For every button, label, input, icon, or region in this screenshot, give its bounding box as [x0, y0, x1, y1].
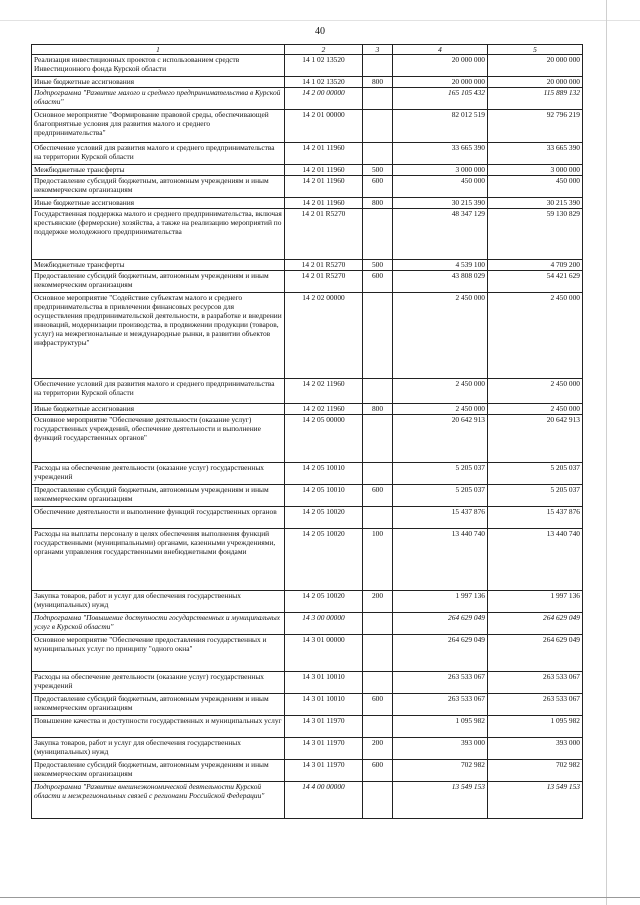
amount-year1-cell: 165 105 432: [393, 88, 488, 110]
table-row: [32, 209, 583, 260]
row-name-cell: Предоставление субсидий бюджетным, автономным учреждениям и иным некоммерческим организациям: [32, 176, 285, 198]
amount-year1-cell: 13 549 153: [393, 782, 488, 819]
table-row: [32, 716, 583, 738]
row-name-cell: Расходы на выплаты персоналу в целях обеспечения выполнения функций государственными (муниципальными) органами, казенными учреждениями, органами управления государственными внебюджетными фондами: [32, 529, 285, 591]
amount-year2-cell: 2 450 000: [488, 379, 583, 404]
target-code-cell: 14 2 01 11960: [285, 198, 363, 209]
row-name-cell: Расходы на обеспечение деятельности (оказание услуг) государственных учреждений: [32, 672, 285, 694]
scan-top-line: [0, 20, 640, 21]
amount-year1-cell: 264 629 049: [393, 613, 488, 635]
amount-year2-cell: 20 000 000: [488, 55, 583, 77]
expense-type-cell: [363, 88, 393, 110]
target-code-cell: 14 3 01 11970: [285, 738, 363, 760]
expense-type-cell: [363, 379, 393, 404]
target-code-cell: 14 2 02 11960: [285, 379, 363, 404]
expense-type-cell: [363, 782, 393, 819]
row-name-cell: Закупка товаров, работ и услуг для обеспечения государственных (муниципальных) нужд: [32, 738, 285, 760]
amount-year2-cell: 264 629 049: [488, 613, 583, 635]
target-code-cell: 14 3 00 00000: [285, 613, 363, 635]
table-row: [32, 260, 583, 271]
amount-year1-cell: 264 629 049: [393, 635, 488, 672]
table-row: [32, 738, 583, 760]
row-name-cell: Основное мероприятие "Обеспечение деятельности (оказание услуг) государственных учреждений, обеспечение деятельности и выполнение функций государственных органов": [32, 415, 285, 463]
amount-year1-cell: 2 450 000: [393, 404, 488, 415]
amount-year2-cell: 15 437 876: [488, 507, 583, 529]
table-row: [32, 143, 583, 165]
table-row: [32, 165, 583, 176]
row-name-cell: Иные бюджетные ассигнования: [32, 404, 285, 415]
table-row: [32, 55, 583, 77]
expense-type-cell: 800: [363, 77, 393, 88]
table-row: [32, 613, 583, 635]
amount-year2-cell: 20 642 913: [488, 415, 583, 463]
amount-year1-cell: 702 982: [393, 760, 488, 782]
amount-year1-cell: 30 215 390: [393, 198, 488, 209]
amount-year1-cell: 2 450 000: [393, 293, 488, 379]
amount-year1-cell: 263 533 067: [393, 672, 488, 694]
amount-year2-cell: 13 549 153: [488, 782, 583, 819]
amount-year1-cell: 20 000 000: [393, 55, 488, 77]
page-number: 40: [315, 26, 325, 37]
expense-type-cell: [363, 613, 393, 635]
table-row: [32, 293, 583, 379]
expense-type-cell: 600: [363, 271, 393, 293]
target-code-cell: 14 2 01 R5270: [285, 271, 363, 293]
amount-year2-cell: 1 095 982: [488, 716, 583, 738]
row-name-cell: Реализация инвестиционных проектов с использованием средств Инвестиционного фонда Курской области: [32, 55, 285, 77]
amount-year2-cell: 263 533 067: [488, 694, 583, 716]
expense-type-cell: 500: [363, 165, 393, 176]
row-name-cell: Обеспечение условий для развития малого и среднего предпринимательства на территории Курской области: [32, 143, 285, 165]
expense-type-cell: 200: [363, 738, 393, 760]
amount-year1-cell: 15 437 876: [393, 507, 488, 529]
expense-type-cell: [363, 110, 393, 143]
table-row: [32, 760, 583, 782]
row-name-cell: Обеспечение деятельности и выполнение функций государственных органов: [32, 507, 285, 529]
expense-type-cell: [363, 209, 393, 260]
row-name-cell: Подпрограмма "Развитие внешнеэкономической деятельности Курской области и межрегиональных связей с регионами Российской Федерации": [32, 782, 285, 819]
row-name-cell: Предоставление субсидий бюджетным, автономным учреждениям и иным некоммерческим организациям: [32, 760, 285, 782]
expense-type-cell: 800: [363, 198, 393, 209]
target-code-cell: 14 2 01 R5270: [285, 209, 363, 260]
target-code-cell: 14 3 01 00000: [285, 635, 363, 672]
amount-year1-cell: 43 808 029: [393, 271, 488, 293]
target-code-cell: 14 2 02 11960: [285, 404, 363, 415]
amount-year1-cell: 1 095 982: [393, 716, 488, 738]
target-code-cell: 14 3 01 10010: [285, 672, 363, 694]
row-name-cell: Основное мероприятие "Формирование правовой среды, обеспечивающей благоприятные условия для развития малого и среднего предпринимательства": [32, 110, 285, 143]
row-name-cell: Подпрограмма "Повышение доступности государственных и муниципальных услуг в Курской области": [32, 613, 285, 635]
amount-year2-cell: 20 000 000: [488, 77, 583, 88]
row-name-cell: Повышение качества и доступности государственных и муниципальных услуг: [32, 716, 285, 738]
target-code-cell: 14 1 02 13520: [285, 77, 363, 88]
amount-year1-cell: 5 205 037: [393, 463, 488, 485]
amount-year1-cell: 1 997 136: [393, 591, 488, 613]
amount-year1-cell: 2 450 000: [393, 379, 488, 404]
target-code-cell: 14 2 05 10010: [285, 463, 363, 485]
amount-year2-cell: 393 000: [488, 738, 583, 760]
table-row: [32, 404, 583, 415]
column-number: 4: [393, 45, 488, 55]
column-number-row: [32, 45, 583, 55]
amount-year2-cell: 4 709 200: [488, 260, 583, 271]
target-code-cell: 14 2 05 10020: [285, 507, 363, 529]
target-code-cell: 14 2 01 00000: [285, 110, 363, 143]
row-name-cell: Обеспечение условий для развития малого и среднего предпринимательства на территории Курской области: [32, 379, 285, 404]
budget-table: [31, 44, 583, 819]
row-name-cell: Иные бюджетные ассигнования: [32, 77, 285, 88]
row-name-cell: Расходы на обеспечение деятельности (оказание услуг) государственных учреждений: [32, 463, 285, 485]
table-row: [32, 379, 583, 404]
amount-year2-cell: 3 000 000: [488, 165, 583, 176]
amount-year1-cell: 48 347 129: [393, 209, 488, 260]
expense-type-cell: [363, 672, 393, 694]
expense-type-cell: [363, 716, 393, 738]
scan-bottom-line: [0, 897, 640, 898]
target-code-cell: 14 2 05 10010: [285, 485, 363, 507]
expense-type-cell: 600: [363, 760, 393, 782]
amount-year2-cell: 30 215 390: [488, 198, 583, 209]
column-number: 3: [363, 45, 393, 55]
expense-type-cell: [363, 635, 393, 672]
expense-type-cell: 800: [363, 404, 393, 415]
budget-table-body: [32, 45, 583, 819]
expense-type-cell: [363, 55, 393, 77]
expense-type-cell: [363, 143, 393, 165]
amount-year2-cell: 450 000: [488, 176, 583, 198]
amount-year2-cell: 5 205 037: [488, 485, 583, 507]
target-code-cell: 14 3 01 11970: [285, 760, 363, 782]
amount-year1-cell: 3 000 000: [393, 165, 488, 176]
target-code-cell: 14 2 01 11960: [285, 176, 363, 198]
expense-type-cell: 500: [363, 260, 393, 271]
table-row: [32, 271, 583, 293]
target-code-cell: 14 2 01 R5270: [285, 260, 363, 271]
target-code-cell: 14 2 02 00000: [285, 293, 363, 379]
amount-year1-cell: 263 533 067: [393, 694, 488, 716]
amount-year2-cell: 264 629 049: [488, 635, 583, 672]
table-row: [32, 672, 583, 694]
table-row: [32, 485, 583, 507]
expense-type-cell: [363, 293, 393, 379]
expense-type-cell: [363, 507, 393, 529]
amount-year2-cell: 2 450 000: [488, 293, 583, 379]
amount-year1-cell: 82 012 519: [393, 110, 488, 143]
row-name-cell: Предоставление субсидий бюджетным, автономным учреждениям и иным некоммерческим организациям: [32, 271, 285, 293]
table-row: [32, 782, 583, 819]
amount-year1-cell: 5 205 037: [393, 485, 488, 507]
row-name-cell: Закупка товаров, работ и услуг для обеспечения государственных (муниципальных) нужд: [32, 591, 285, 613]
amount-year2-cell: 263 533 067: [488, 672, 583, 694]
amount-year1-cell: 393 000: [393, 738, 488, 760]
table-row: [32, 198, 583, 209]
target-code-cell: 14 2 05 10020: [285, 591, 363, 613]
table-row: [32, 110, 583, 143]
target-code-cell: 14 3 01 10010: [285, 694, 363, 716]
amount-year2-cell: 54 421 629: [488, 271, 583, 293]
table-row: [32, 415, 583, 463]
amount-year1-cell: 33 665 390: [393, 143, 488, 165]
target-code-cell: 14 2 01 11960: [285, 165, 363, 176]
table-row: [32, 591, 583, 613]
column-number: 1: [32, 45, 285, 55]
table-row: [32, 529, 583, 591]
target-code-cell: 14 2 01 11960: [285, 143, 363, 165]
amount-year1-cell: 13 440 740: [393, 529, 488, 591]
expense-type-cell: 600: [363, 176, 393, 198]
row-name-cell: Основное мероприятие "Содействие субъектам малого и среднего предпринимательства в привлечении финансовых ресурсов для осуществления предпринимательской деятельности, в разработке и внедрении инноваций, модернизации производства, в продвижении продукции (товаров, услуг) на межрегиональные и международные рынки, в развитии объектов инфраструктуры": [32, 293, 285, 379]
expense-type-cell: 100: [363, 529, 393, 591]
amount-year1-cell: 20 000 000: [393, 77, 488, 88]
target-code-cell: 14 1 02 13520: [285, 55, 363, 77]
row-name-cell: Межбюджетные трансферты: [32, 260, 285, 271]
expense-type-cell: [363, 463, 393, 485]
expense-type-cell: 200: [363, 591, 393, 613]
amount-year2-cell: 115 889 132: [488, 88, 583, 110]
table-row: [32, 507, 583, 529]
table-row: [32, 77, 583, 88]
table-row: [32, 463, 583, 485]
amount-year1-cell: 20 642 913: [393, 415, 488, 463]
expense-type-cell: [363, 415, 393, 463]
amount-year2-cell: 59 130 829: [488, 209, 583, 260]
table-row: [32, 88, 583, 110]
expense-type-cell: 600: [363, 485, 393, 507]
row-name-cell: Предоставление субсидий бюджетным, автономным учреждениям и иным некоммерческим организациям: [32, 485, 285, 507]
scan-edge-line: [606, 0, 607, 905]
row-name-cell: Основное мероприятие "Обеспечение предоставления государственных и муниципальных услуг по принципу "одного окна": [32, 635, 285, 672]
target-code-cell: 14 4 00 00000: [285, 782, 363, 819]
column-number: 5: [488, 45, 583, 55]
target-code-cell: 14 3 01 11970: [285, 716, 363, 738]
table-row: [32, 694, 583, 716]
target-code-cell: 14 2 05 00000: [285, 415, 363, 463]
amount-year2-cell: 702 982: [488, 760, 583, 782]
expense-type-cell: 600: [363, 694, 393, 716]
row-name-cell: Межбюджетные трансферты: [32, 165, 285, 176]
amount-year1-cell: 4 539 100: [393, 260, 488, 271]
row-name-cell: Подпрограмма "Развитие малого и среднего предпринимательства в Курской области": [32, 88, 285, 110]
amount-year2-cell: 1 997 136: [488, 591, 583, 613]
amount-year2-cell: 33 665 390: [488, 143, 583, 165]
row-name-cell: Государственная поддержка малого и среднего предпринимательства, включая крестьянские (фермерские) хозяйства, а также на реализацию мероприятий по поддержке молодежного предпринимательства: [32, 209, 285, 260]
target-code-cell: 14 2 05 10020: [285, 529, 363, 591]
amount-year2-cell: 5 205 037: [488, 463, 583, 485]
target-code-cell: 14 2 00 00000: [285, 88, 363, 110]
amount-year2-cell: 92 796 219: [488, 110, 583, 143]
amount-year2-cell: 2 450 000: [488, 404, 583, 415]
amount-year1-cell: 450 000: [393, 176, 488, 198]
row-name-cell: Иные бюджетные ассигнования: [32, 198, 285, 209]
table-row: [32, 635, 583, 672]
table-row: [32, 176, 583, 198]
amount-year2-cell: 13 440 740: [488, 529, 583, 591]
column-number: 2: [285, 45, 363, 55]
row-name-cell: Предоставление субсидий бюджетным, автономным учреждениям и иным некоммерческим организациям: [32, 694, 285, 716]
